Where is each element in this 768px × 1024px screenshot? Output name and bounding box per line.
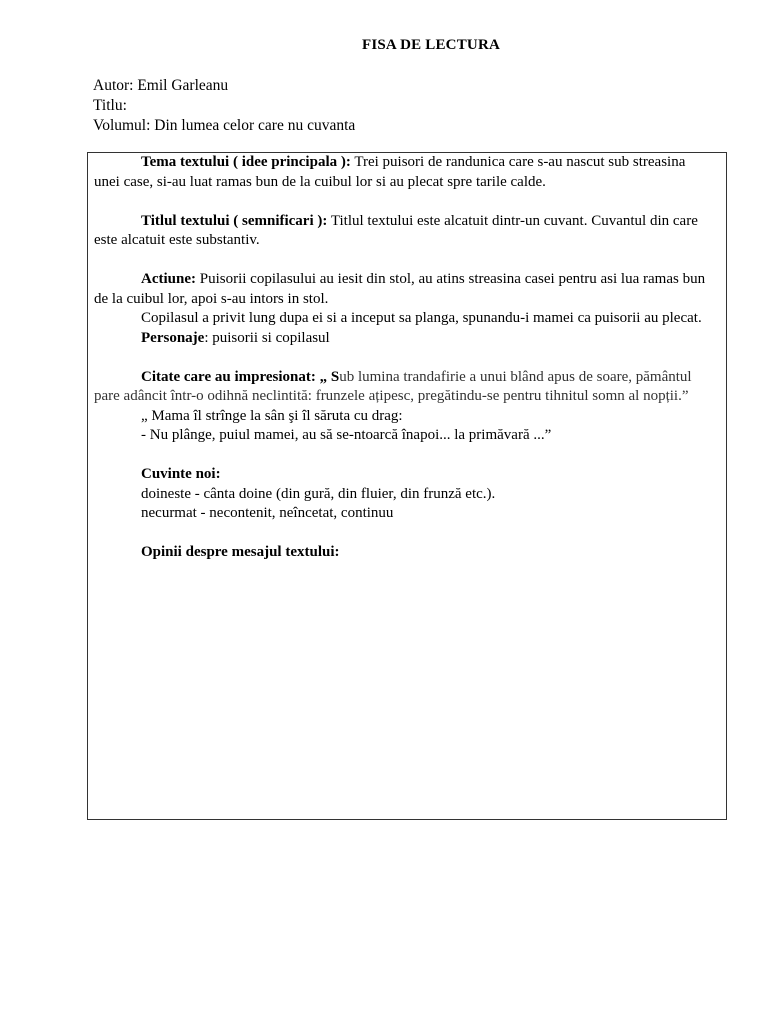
- section-titlul: [94, 212, 714, 251]
- section-titlul-label: Titlul textului ( semnificari ):: [141, 212, 328, 229]
- section-actiune: [94, 270, 714, 309]
- document-header: [93, 76, 355, 136]
- section-tema-label: Tema textului ( idee principala ):: [141, 154, 351, 170]
- volume-line: Volumul: Din lumea celor care nu cuvanta: [93, 117, 356, 134]
- section-cuvinte-label: Cuvinte noi:: [141, 466, 221, 482]
- section-tema-text: Trei puisori de randunica care s-au nascut sub streasina unei case, si-au luat ramas bun de la cuibul lor si au plecat spre tarile calde.: [94, 154, 686, 190]
- section-citate-quote2-line2: - Nu plânge, puiul mamei, au să se-ntoarcă înapoi... la primăvară ...”: [141, 427, 552, 443]
- section-personaje: [94, 329, 714, 349]
- section-citate-quote2-line1: „ Mama îl strînge la sân şi îl săruta cu drag:: [141, 407, 403, 424]
- section-actiune-label: Actiune:: [141, 271, 196, 287]
- section-personaje-text: : puisorii si copilasul: [204, 329, 330, 346]
- section-titlul-text: Titlul textului este alcatuit dintr-un cuvant. Cuvantul din care este alcatuit este substantiv.: [94, 212, 698, 248]
- section-cuvinte-line2: necurmat - necontenit, neîncetat, continuu: [141, 505, 394, 521]
- content-box: [87, 152, 727, 820]
- section-opinii-label-line: [94, 543, 714, 563]
- title-line: Titlu:: [93, 97, 127, 114]
- section-tema: [94, 153, 714, 192]
- section-citate: [94, 368, 714, 407]
- section-citate-text: ub lumina trandafirie a unui blând apus de soare, pământul pare adâncit într-o odihnă neclintită: frunzele ațipesc, pregătindu-se pentru tihnitul somn al nopții.”: [94, 368, 692, 404]
- document-title: FISA DE LECTURA: [361, 37, 501, 53]
- section-cuvinte-label-line: [94, 465, 714, 485]
- section-actiune-text2: Copilasul a privit lung dupa ei si a inceput sa planga, spunandu-i mamei ca puisorii au plecat.: [141, 310, 702, 326]
- author-line: Autor: Emil Garleanu: [93, 77, 229, 94]
- section-actiune-text: Puisorii copilasului au iesit din stol, au atins streasina casei pentru asi lua ramas bun de la cuibul lor, apoi s-au intors in stol.: [94, 271, 706, 307]
- section-citate-open-quote: „ S: [319, 368, 340, 385]
- section-citate-label: Citate care au impresionat:: [141, 368, 316, 385]
- section-cuvinte-line1: doineste - cânta doine (din gură, din fluier, din frunză etc.).: [141, 485, 496, 502]
- section-personaje-label: Personaje: [141, 329, 205, 346]
- section-actiune-second: [94, 309, 714, 329]
- content-body: [94, 153, 714, 563]
- section-opinii-label: Opinii despre mesajul textului:: [141, 544, 340, 560]
